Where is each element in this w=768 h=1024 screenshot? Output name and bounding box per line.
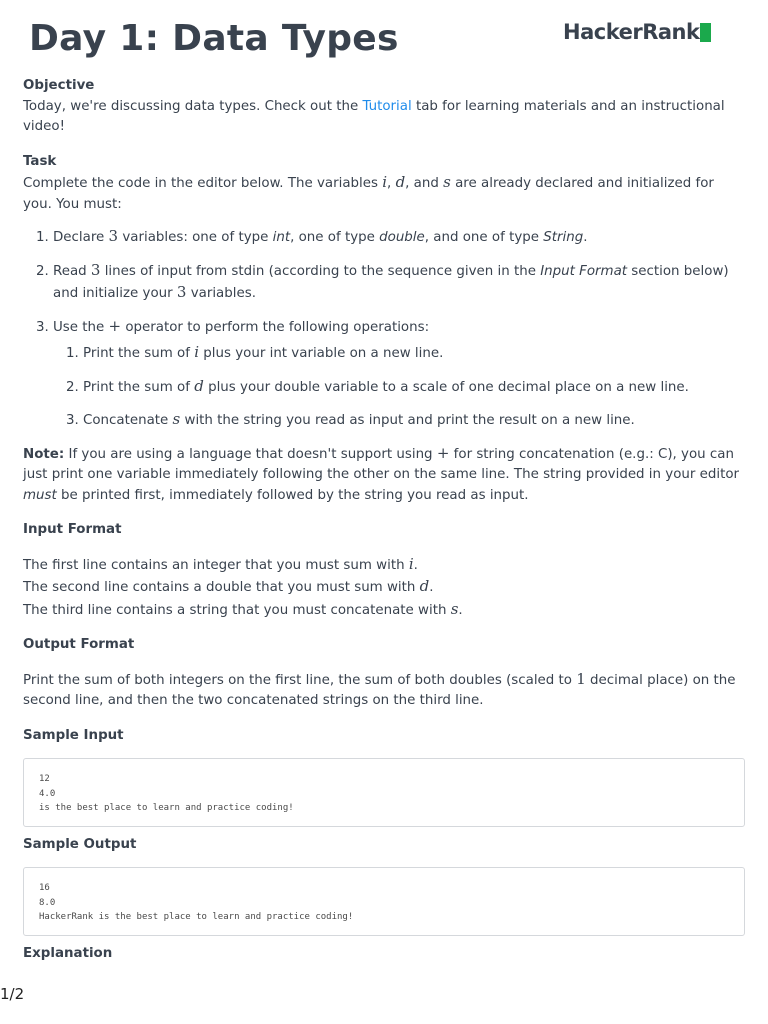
step2-d: variables. <box>186 286 256 301</box>
input-format-text <box>23 554 745 622</box>
input-v2: d <box>419 577 430 595</box>
objective-text <box>23 97 745 138</box>
sample-output-heading: Sample Output <box>23 836 137 852</box>
step1-num: 3 <box>108 227 119 245</box>
type-double: double <box>379 230 425 245</box>
step2-a: Read <box>53 263 91 279</box>
task-step-2 <box>53 260 745 305</box>
task-steps <box>23 226 745 432</box>
output-num: 1 <box>576 669 586 688</box>
sample-input-box <box>23 758 745 827</box>
input-dot2: . <box>429 580 434 595</box>
step3-a: Use the <box>53 319 109 335</box>
objective-text-b: tab for learning materials and an instructional video! <box>23 98 725 134</box>
plus-operator: + <box>108 316 122 335</box>
task-step-1 <box>53 226 745 249</box>
objective-heading: Objective <box>23 78 95 93</box>
page-number: 1/2 <box>0 985 25 1003</box>
note-label: Note: <box>23 446 65 462</box>
sub3-var: s <box>172 410 181 428</box>
sample-output-line: 8.0 <box>39 897 56 908</box>
note-c: be printed first, immediately followed by the string you read as input. <box>56 487 529 503</box>
note-b: for string concatenation (e.g.: C), you can just print one variable immediately following the other on the same line. The string provided in your editor <box>23 446 740 482</box>
type-string: String <box>543 230 584 245</box>
var-s: s <box>443 173 451 191</box>
step1-e: . <box>583 230 588 245</box>
input-l2: The second line contains a double that you must sum with <box>23 580 420 595</box>
step2-num2: 3 <box>176 283 187 301</box>
input-format-ref: Input Format <box>540 263 628 279</box>
logo-text: HackerRank <box>563 20 700 44</box>
step1-b: variables: one of type <box>118 230 273 245</box>
step1-d: , and one of type <box>424 230 544 245</box>
input-v3: s <box>450 599 459 618</box>
sub1-a: Print the sum of <box>83 346 195 361</box>
logo-mark-icon <box>700 23 711 42</box>
input-l3: The third line contains a string that you must concatenate with <box>23 602 451 618</box>
sample-input-heading: Sample Input <box>23 727 124 743</box>
output-format-text <box>23 669 745 712</box>
var-i: i <box>382 173 388 191</box>
sub2-var: d <box>194 376 204 395</box>
output-b: decimal place) on the second line, and then the two concatenated strings on the third line. <box>23 672 736 708</box>
var-d: d <box>395 173 406 191</box>
sample-input-line: is the best place to learn and practice coding! <box>39 803 294 813</box>
sub2-b: plus your double variable to a scale of one decimal place on a new line. <box>203 379 689 395</box>
sample-input-line: 4.0 <box>39 788 56 799</box>
sub2-a: Print the sum of <box>83 379 195 395</box>
hackerrank-logo <box>563 20 711 44</box>
substep-2 <box>83 376 745 399</box>
page-title: Day 1: Data Types <box>29 18 399 59</box>
type-int: int <box>272 230 291 245</box>
substep-3 <box>83 409 745 432</box>
step2-num: 3 <box>90 260 101 279</box>
step1-c: , one of type <box>290 230 380 245</box>
note-paragraph <box>23 443 745 507</box>
output-format-heading: Output Format <box>23 637 135 652</box>
explanation-heading: Explanation <box>23 945 113 961</box>
step2-b: lines of input from stdin (according to the sequence given in the <box>100 263 541 279</box>
task-substeps <box>53 342 745 432</box>
input-line-1 <box>23 554 745 577</box>
input-v1: i <box>408 554 414 573</box>
input-line-3 <box>23 599 745 622</box>
substep-1 <box>83 342 745 365</box>
note-a: If you are using a language that doesn't support using <box>64 446 437 462</box>
input-l1: The first line contains an integer that you must sum with <box>23 557 409 573</box>
task-step-3 <box>53 316 745 432</box>
sub3-a: Concatenate <box>83 413 173 428</box>
step1-a: Declare <box>53 230 109 245</box>
task-sep1: , <box>387 176 396 191</box>
sample-output-box <box>23 867 745 936</box>
step2-c: section below) and initialize your <box>53 263 729 301</box>
note-plus: + <box>436 443 450 462</box>
task-intro <box>23 172 745 215</box>
sub1-b: plus your int variable on a new line. <box>199 346 444 361</box>
input-dot3: . <box>458 602 463 618</box>
sub3-b: with the string you read as input and print the result on a new line. <box>180 413 635 428</box>
sub1-var: i <box>194 343 200 361</box>
sample-output-line: HackerRank is the best place to learn and practice coding! <box>39 912 354 922</box>
task-heading: Task <box>23 153 57 169</box>
note-must: must <box>23 487 57 503</box>
input-format-heading: Input Format <box>23 522 122 537</box>
step3-b: operator to perform the following operations: <box>121 319 430 335</box>
output-a: Print the sum of both integers on the first line, the sum of both doubles (scaled to <box>23 672 577 688</box>
tutorial-link[interactable]: Tutorial <box>362 98 412 114</box>
input-line-2 <box>23 576 745 599</box>
task-intro-b: are already declared and initialized for you. You must: <box>23 176 714 212</box>
task-sep2: , and <box>405 176 444 191</box>
sample-output-line: 16 <box>39 883 50 893</box>
sample-input-line: 12 <box>39 774 50 784</box>
objective-text-a: Today, we're discussing data types. Check out the <box>23 98 363 114</box>
task-intro-a: Complete the code in the editor below. The variables <box>23 176 383 191</box>
problem-statement <box>23 76 745 964</box>
input-dot1: . <box>413 557 418 573</box>
